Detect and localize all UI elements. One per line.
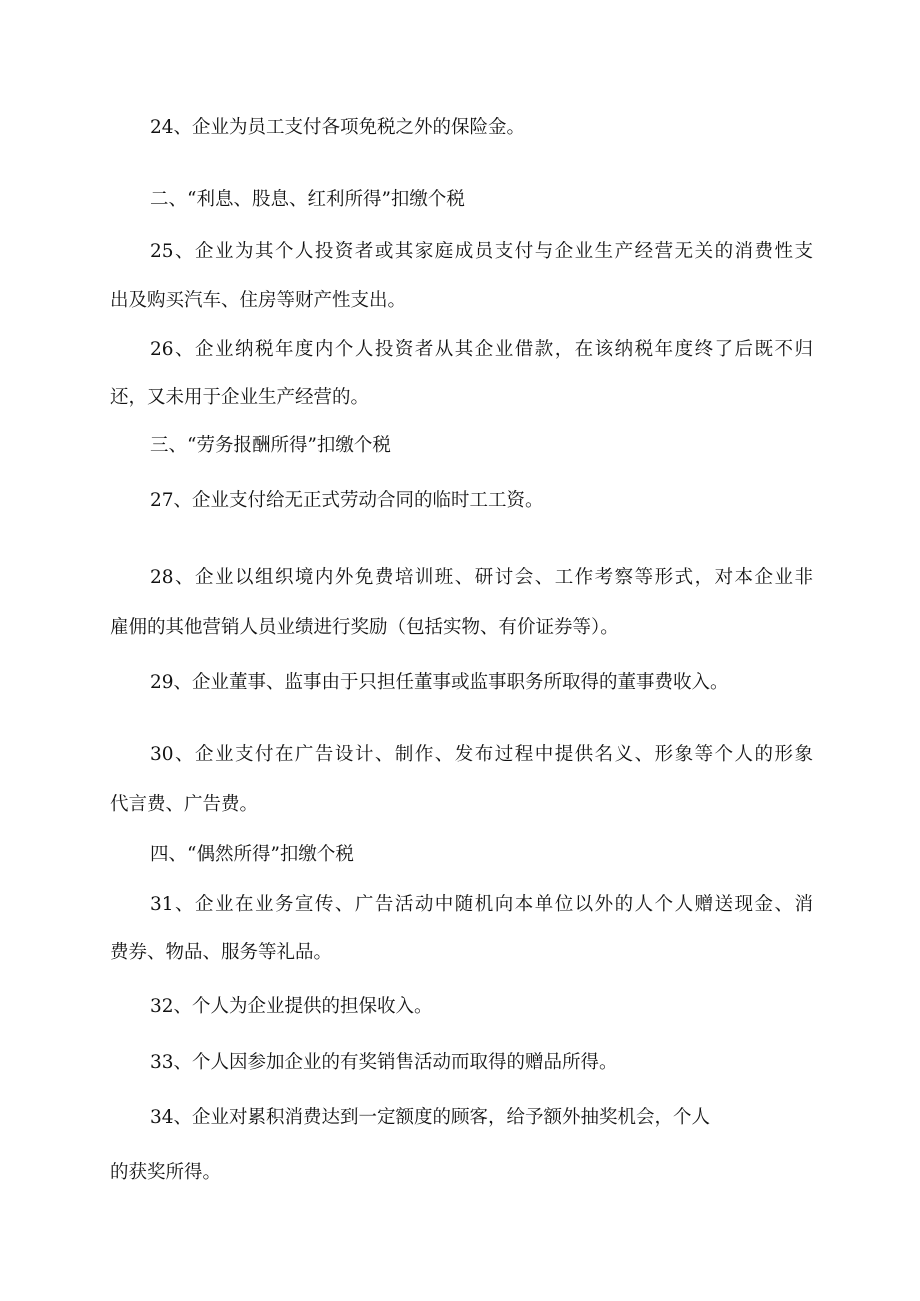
- item-34-line-1: 34、企业对累积消费达到一定额度的顾客，给予额外抽奖机会，个人: [150, 1107, 711, 1128]
- item-24: 24、企业为员工支付各项免税之外的保险金。: [150, 117, 526, 138]
- item-28-line-1: 28、企业以组织境内外免费培训班、研讨会、工作考察等形式，对本企业非: [150, 567, 813, 588]
- item-32: 32、个人为企业提供的担保收入。: [150, 996, 433, 1017]
- item-27: 27、企业支付给无正式劳动合同的临时工工资。: [150, 490, 544, 511]
- item-30-line-1: 30、企业支付在广告设计、制作、发布过程中提供名义、形象等个人的形象: [150, 744, 813, 765]
- item-29: 29、企业董事、监事由于只担任董事或监事职务所取得的董事费收入。: [150, 672, 729, 693]
- item-25-line-1: 25、企业为其个人投资者或其家庭成员支付与企业生产经营无关的消费性支: [150, 241, 813, 262]
- section-heading-4: 四、“偶然所得”扣缴个税: [150, 844, 354, 865]
- item-25-line-2: 出及购买汽车、住房等财产性支出。: [110, 290, 407, 311]
- section-heading-3: 三、“劳务报酬所得”扣缴个税: [150, 435, 391, 456]
- item-34-line-2: 的获奖所得。: [110, 1162, 222, 1183]
- item-31-line-1: 31、企业在业务宣传、广告活动中随机向本单位以外的人个人赠送现金、消: [150, 894, 813, 915]
- item-28-line-2: 雇佣的其他营销人员业绩进行奖励（包括实物、有价证券等）。: [110, 617, 619, 638]
- section-heading-2: 二、“利息、股息、红利所得”扣缴个税: [150, 189, 465, 210]
- item-30-line-2: 代言费、广告费。: [110, 794, 259, 815]
- item-31-line-2: 费券、物品、服务等礼品。: [110, 942, 333, 963]
- item-26-line-2: 还，又未用于企业生产经营的。: [110, 387, 370, 408]
- item-26-line-1: 26、企业纳税年度内个人投资者从其企业借款，在该纳税年度终了后既不归: [150, 339, 813, 360]
- item-33: 33、个人因参加企业的有奖销售活动而取得的赠品所得。: [150, 1052, 618, 1073]
